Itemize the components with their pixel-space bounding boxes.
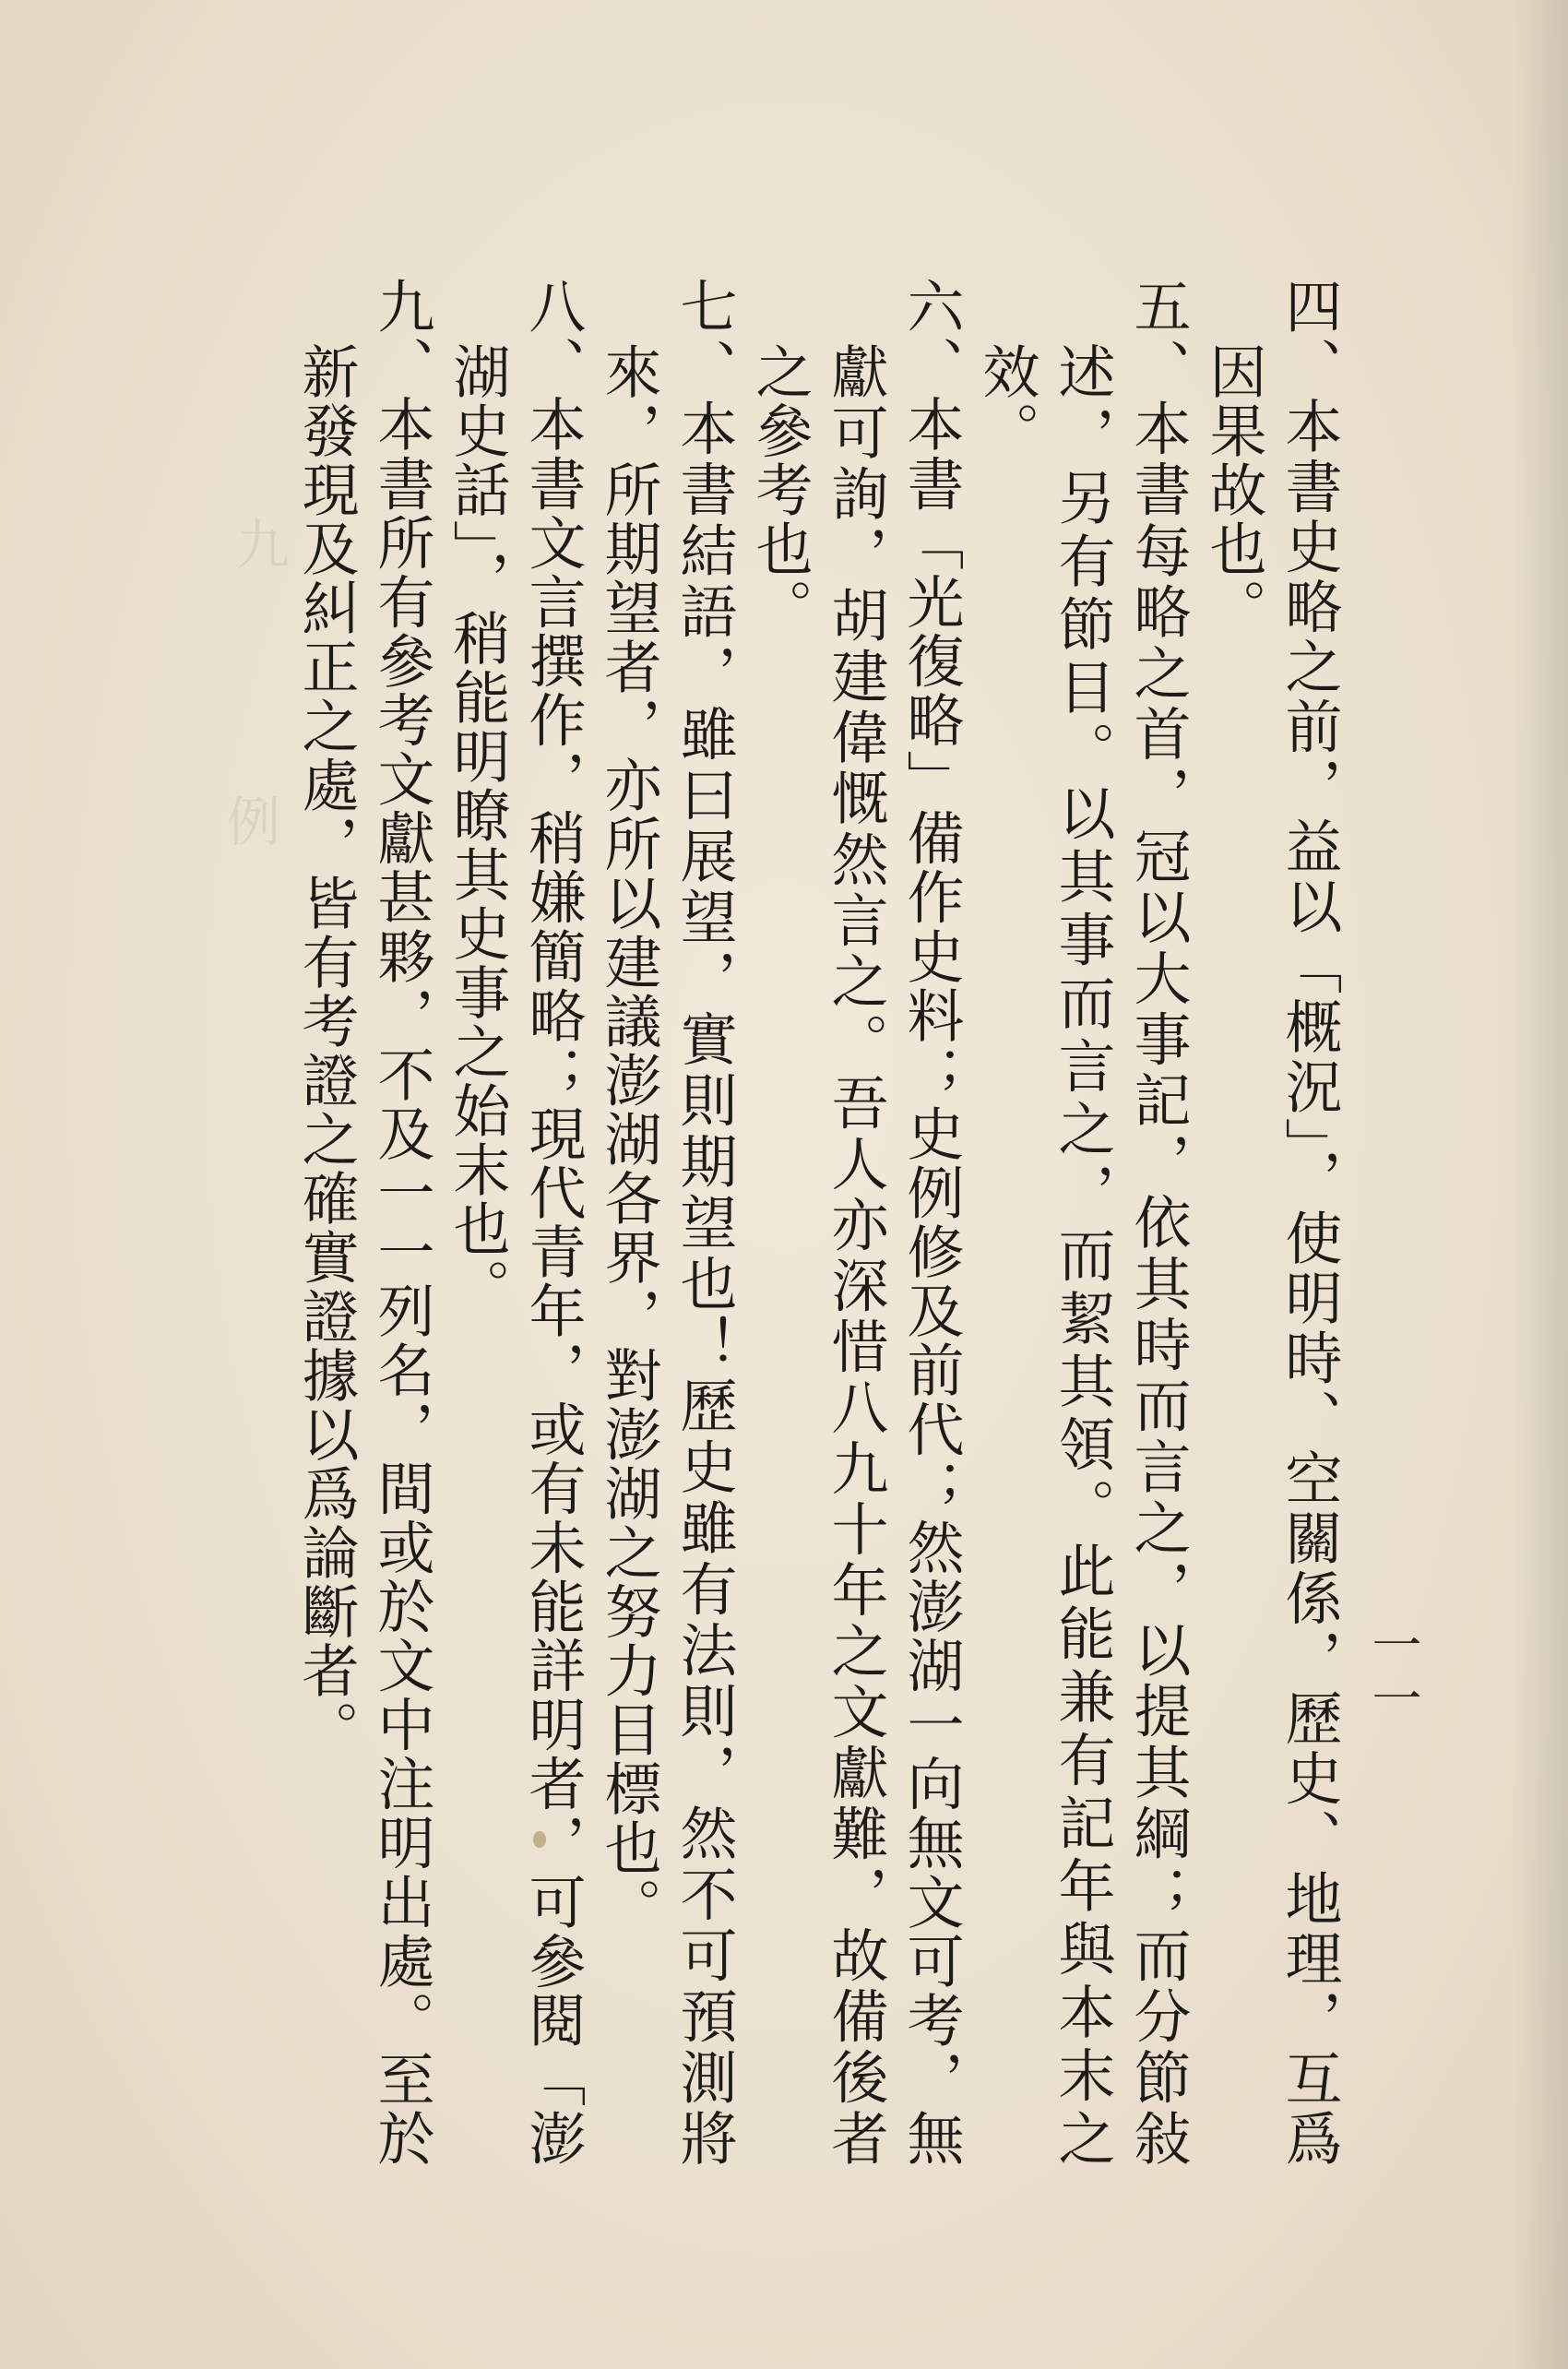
list-item: 六、本書「光復略」備作史料；史例修及前代；然澎湖一向無文可考，無獻可詢，胡建偉慨然言之。吾人亦深惜八九十年之文獻難，故備後者之參考也。 (746, 277, 965, 2168)
list-item: 九、本書所有參考文獻甚夥，不及一一列名，間或於文中注明出處。至於新發現及糾正之處，皆有考證之確實證據以爲論斷者。 (292, 277, 435, 2168)
paper-stain (533, 1831, 546, 1848)
list-item: 四、本書史略之前，益以「概況」，使明時、空關係，歷史、地理，互爲因果故也。 (1200, 277, 1343, 2168)
vertical-text-block (292, 277, 1347, 2168)
page-edge-shadow (1513, 0, 1568, 2369)
bleed-through-mark: 例 (218, 793, 280, 847)
list-item: 七、本書結語，雖曰展望，實則期望也！歷史雖有法則，然不可預測將來，所期望者，亦所以建議澎湖各界，對澎湖之努力目標也。 (595, 277, 738, 2168)
bleed-through-mark: 九 (227, 517, 290, 570)
list-item: 五、本書每略之首，冠以大事記，依其時而言之，以提其綱；而分節敍述，另有節目。以其事而言之，而絜其領。此能兼有記年與本末之效。 (973, 277, 1192, 2168)
page-number: 一一 (1364, 1619, 1422, 1726)
list-item: 八、本書文言撰作，稍嫌簡略；現代青年，或有未能詳明者，可參閱「澎湖史話」，稍能明瞭其史事之始末也。 (444, 277, 587, 2168)
